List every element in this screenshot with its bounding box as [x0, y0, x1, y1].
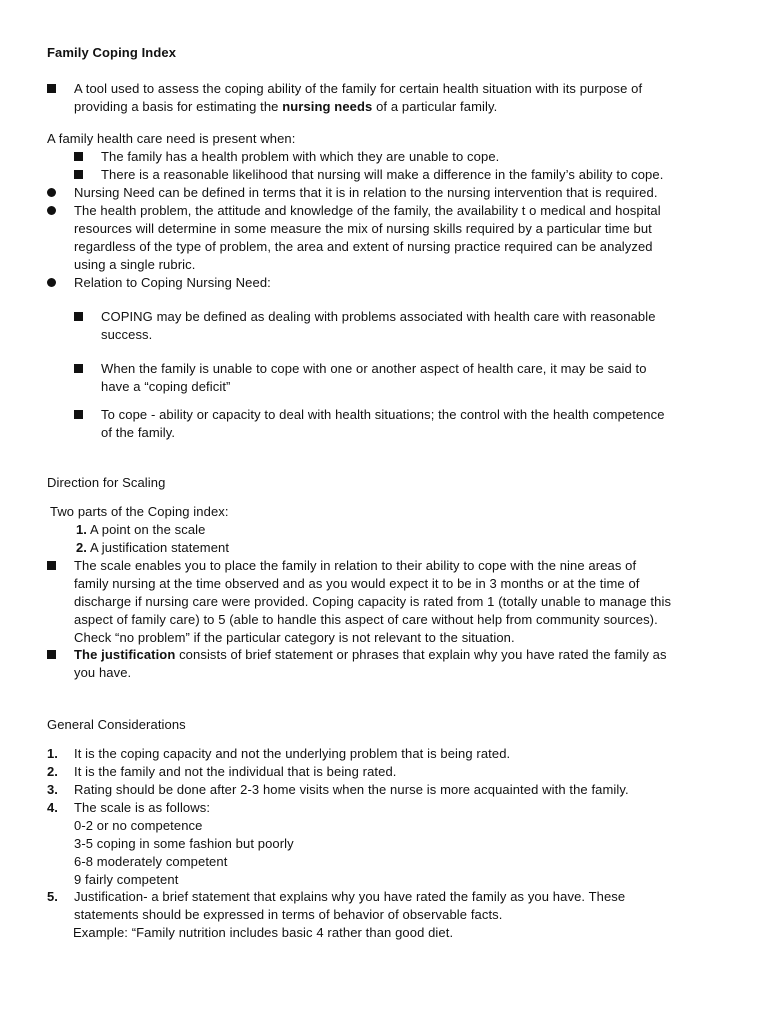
intro-bold-text: nursing needs [282, 99, 373, 114]
general-heading: General Considerations [47, 717, 186, 732]
gc-item: Rating should be done after 2-3 home visits when the nurse is more acquainted with the family. [74, 782, 629, 797]
coping-item-line: have a “coping deficit” [101, 379, 231, 394]
gc-item: It is the coping capacity and not the underlying problem that is being rated. [74, 746, 511, 761]
square-bullet-icon [74, 170, 83, 179]
health-problem-line: resources will determine in some measure the mix of nursing skills required by a particular time but [74, 221, 652, 236]
two-parts-heading: Two parts of the Coping index: [50, 504, 229, 519]
coping-item-line: To cope - ability or capacity to deal with health situations; the control with the health competence [101, 407, 665, 422]
square-bullet-icon [74, 312, 83, 321]
direction-heading: Direction for Scaling [47, 475, 166, 490]
scale-level: 3-5 coping in some fashion but poorly [74, 836, 294, 851]
scale-level: 9 fairly competent [74, 872, 179, 887]
scale-para-line: family nursing at the time observed and as you would expect it to be in 3 months or at the time of [74, 576, 640, 591]
gc-item-line: statements should be expressed in terms of behavior of observable facts. [74, 907, 503, 922]
coping-item-line: When the family is unable to cope with one or another aspect of health care, it may be said to [101, 361, 647, 376]
scale-para-line: Check “no problem” if the particular category is not relevant to the situation. [74, 630, 515, 645]
intro-text: providing a basis for estimating the [74, 99, 283, 114]
need-item: The family has a health problem with which they are unable to cope. [101, 149, 500, 164]
square-bullet-icon [47, 561, 56, 570]
square-bullet-icon [74, 364, 83, 373]
part-number: 1. [76, 522, 87, 537]
nursing-need-definition: Nursing Need can be defined in terms that it is in relation to the nursing intervention that is required. [74, 185, 658, 200]
part-text: A justification statement [90, 540, 230, 555]
gc-item: It is the family and not the individual that is being rated. [74, 764, 397, 779]
round-bullet-icon [47, 278, 56, 287]
gc-number: 5. [47, 889, 58, 904]
coping-item-line: of the family. [101, 425, 176, 440]
intro-text-end: of a particular family. [372, 99, 498, 114]
scale-para-line: discharge if nursing care were provided. Coping capacity is rated from 1 (totally unable to manage this [74, 594, 672, 609]
intro-line-1: A tool used to assess the coping ability of the family for certain health situation with its purpose of [74, 81, 643, 96]
round-bullet-icon [47, 206, 56, 215]
coping-item-line: success. [101, 327, 153, 342]
gc-item: The scale is as follows: [74, 800, 211, 815]
gc-item: Justification- a brief statement that explains why you have rated the family as you have. These [74, 889, 626, 904]
justification-line-2: you have. [74, 665, 132, 680]
justification-text: consists of brief statement or phrases that explain why you have rated the family as [175, 647, 667, 662]
square-bullet-icon [74, 152, 83, 161]
health-problem-line: using a single rubric. [74, 257, 196, 272]
gc-number: 2. [47, 764, 58, 779]
scale-level: 6-8 moderately competent [74, 854, 228, 869]
need-heading: A family health care need is present when: [47, 131, 296, 146]
health-problem-line: The health problem, the attitude and knowledge of the family, the availability t o medical and hospital [74, 203, 661, 218]
part-number: 2. [76, 540, 87, 555]
scale-para-line: The scale enables you to place the family in relation to their ability to cope with the nine areas of [74, 558, 637, 573]
square-bullet-icon [47, 650, 56, 659]
document-title: Family Coping Index [47, 45, 177, 60]
gc-number: 3. [47, 782, 58, 797]
coping-item-line: COPING may be defined as dealing with problems associated with health care with reasonable [101, 309, 656, 324]
justification-bold: The justification [74, 647, 176, 662]
part-text: A point on the scale [90, 522, 206, 537]
health-problem-line: regardless of the type of problem, the area and extent of nursing practice required can be analyzed [74, 239, 653, 254]
justification-line-1 [74, 646, 667, 664]
round-bullet-icon [47, 188, 56, 197]
need-item: There is a reasonable likelihood that nursing will make a difference in the family’s ability to cope. [101, 167, 664, 182]
gc-number: 1. [47, 746, 58, 761]
square-bullet-icon [74, 410, 83, 419]
intro-line-2 [74, 98, 497, 116]
gc-number: 4. [47, 800, 58, 815]
gc-example: Example: “Family nutrition includes basic 4 rather than good diet. [73, 925, 454, 940]
square-bullet-icon [47, 84, 56, 93]
scale-level: 0-2 or no competence [74, 818, 203, 833]
scale-para-line: aspect of family care) to 5 (able to handle this aspect of care without help from community sources). [74, 612, 658, 627]
relation-heading: Relation to Coping Nursing Need: [74, 275, 271, 290]
